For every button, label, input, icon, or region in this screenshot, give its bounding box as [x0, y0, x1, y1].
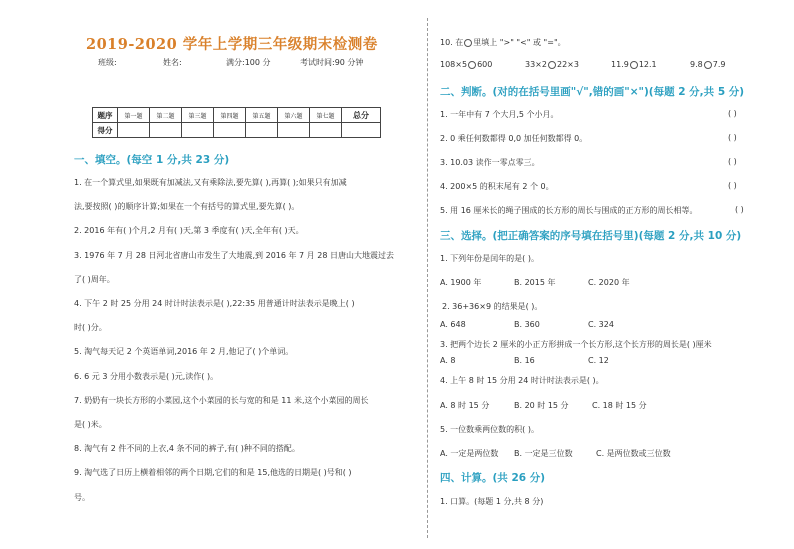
choice-5-option-a: A. 一定是两位数 [440, 449, 499, 458]
choice-3-option-b: B. 16 [514, 356, 535, 365]
choice-3: 3. 把两个边长 2 厘米的小正方形拼成一个长方形,这个长方形的周长是( )厘米 [440, 340, 712, 349]
score-cell[interactable] [278, 123, 310, 138]
page-title: 2019-2020 学年上学期三年级期末检测卷 [86, 36, 378, 53]
section-fill-in: 一、填空。(每空 1 分,共 23 分) [74, 154, 230, 166]
q10-prefix: 10. 在 [440, 38, 464, 47]
name-label: 姓名: [163, 58, 182, 67]
col-1: 第一题 [118, 108, 150, 123]
score-cell[interactable] [342, 123, 381, 138]
col-3: 第三题 [182, 108, 214, 123]
choice-5-option-c: C. 是两位数或三位数 [596, 449, 671, 458]
question-4a: 4. 下午 2 时 25 分用 24 时计时法表示是( ),22:35 用普通计时法表示是晚上( ) [74, 299, 355, 308]
choice-1: 1. 下列年份是闰年的是( )。 [440, 254, 539, 263]
question-1b: 法,要按照( )的顺序计算;如果在一个有括号的算式里,要先算( )。 [74, 202, 300, 211]
question-7b: 是( )米。 [74, 420, 107, 429]
choice-1-option-a: A. 1900 年 [440, 278, 482, 287]
circle-blank[interactable] [630, 61, 638, 69]
question-10 [440, 37, 566, 48]
compare-right: 7.9 [712, 60, 726, 69]
choice-2-option-c: C. 324 [588, 320, 614, 329]
score-cell[interactable] [310, 123, 342, 138]
choice-4-option-a: A. 8 时 15 分 [440, 401, 490, 410]
compare-item [611, 60, 657, 69]
q10-suffix: 里填上 ">" "<" 或 "="。 [473, 38, 566, 47]
circle-blank[interactable] [704, 61, 712, 69]
col-2: 第二题 [150, 108, 182, 123]
col-7: 第七题 [310, 108, 342, 123]
choice-2: 2. 36+36×9 的结果是( )。 [442, 302, 543, 311]
choice-4: 4. 上午 8 时 15 分用 24 时计时法表示是( )。 [440, 376, 604, 385]
exam-time: 考试时间:90 分钟 [300, 58, 364, 67]
column-divider [427, 18, 428, 538]
judge-3-blank[interactable]: ( ) [728, 157, 737, 166]
circle-blank[interactable] [548, 61, 556, 69]
calc-1: 1. 口算。(每题 1 分,共 8 分) [440, 497, 544, 506]
section-judge: 二、判断。(对的在括号里画"√",错的画"×")(每题 2 分,共 5 分) [440, 86, 745, 98]
question-4b: 时( )分。 [74, 323, 107, 332]
choice-2-option-b: B. 360 [514, 320, 540, 329]
choice-4-option-b: B. 20 时 15 分 [514, 401, 569, 410]
choice-1-option-b: B. 2015 年 [514, 278, 556, 287]
compare-right: 22×3 [556, 60, 579, 69]
question-2: 2. 2016 年有( )个月,2 月有( )天,第 3 季度有( )天,全年有( )天。 [74, 226, 304, 235]
col-6: 第六题 [278, 108, 310, 123]
compare-left: 9.8 [690, 60, 703, 69]
judge-1-blank[interactable]: ( ) [728, 109, 737, 118]
col-4: 第四题 [214, 108, 246, 123]
choice-3-option-a: A. 8 [440, 356, 456, 365]
choice-3-option-c: C. 12 [588, 356, 609, 365]
circle-blank[interactable] [468, 61, 476, 69]
choice-5-option-b: B. 一定是三位数 [514, 449, 573, 458]
judge-3: 3. 10.03 读作一零点零三。 [440, 158, 540, 167]
question-5: 5. 淘气每天记 2 个英语单词,2016 年 2 月,他记了( )个单词。 [74, 347, 294, 356]
row-label-order: 题序 [93, 108, 118, 123]
score-table [92, 107, 381, 138]
class-label: 班级: [98, 58, 117, 67]
score-cell[interactable] [246, 123, 278, 138]
question-7a: 7. 奶奶有一块长方形的小菜园,这个小菜园的长与宽的和是 11 米,这个小菜园的周长 [74, 396, 369, 405]
section-choice: 三、选择。(把正确答案的序号填在括号里)(每题 2 分,共 10 分) [440, 230, 742, 242]
choice-1-option-c: C. 2020 年 [588, 278, 630, 287]
judge-2: 2. 0 乘任何数都得 0,0 加任何数都得 0。 [440, 134, 588, 143]
choice-5: 5. 一位数乘两位数的积( )。 [440, 425, 539, 434]
compare-right: 600 [477, 60, 493, 69]
question-9b: 号。 [74, 493, 90, 502]
choice-4-option-c: C. 18 时 15 分 [592, 401, 647, 410]
compare-item [525, 60, 579, 69]
score-cell[interactable] [150, 123, 182, 138]
question-1a: 1. 在一个算式里,如果既有加减法,又有乘除法,要先算( ),再算( );如果只有加减 [74, 178, 347, 187]
question-9a: 9. 淘气选了日历上横着相邻的两个日期,它们的和是 15,他选的日期是( )号和( ) [74, 468, 352, 477]
question-3a: 3. 1976 年 7 月 28 日河北省唐山市发生了大地震,到 2016 年 7 月 28 日唐山大地震过去 [74, 251, 394, 260]
col-5: 第五题 [246, 108, 278, 123]
judge-5-blank[interactable]: ( ) [735, 205, 744, 214]
judge-1: 1. 一年中有 7 个大月,5 个小月。 [440, 110, 559, 119]
compare-item [690, 60, 725, 69]
full-score: 满分:100 分 [226, 58, 271, 67]
judge-2-blank[interactable]: ( ) [728, 133, 737, 142]
question-3b: 了( )周年。 [74, 275, 115, 284]
choice-2-option-a: A. 648 [440, 320, 466, 329]
score-cell[interactable] [214, 123, 246, 138]
col-total: 总分 [342, 108, 381, 123]
score-cell[interactable] [118, 123, 150, 138]
question-6: 6. 6 元 3 分用小数表示是( )元,读作( )。 [74, 372, 219, 381]
question-8: 8. 淘气有 2 件不同的上衣,4 条不同的裤子,有( )种不同的搭配。 [74, 444, 300, 453]
judge-4-blank[interactable]: ( ) [728, 181, 737, 190]
row-label-score: 得分 [93, 123, 118, 138]
score-cell[interactable] [182, 123, 214, 138]
compare-left: 33×2 [525, 60, 547, 69]
judge-4: 4. 200×5 的积末尾有 2 个 0。 [440, 182, 554, 191]
compare-left: 11.9 [611, 60, 629, 69]
judge-5: 5. 用 16 厘米长的绳子围成的长方形的周长与围成的正方形的周长相等。 [440, 206, 698, 215]
compare-left: 108×5 [440, 60, 468, 69]
compare-right: 12.1 [638, 60, 657, 69]
section-calc: 四、计算。(共 26 分) [440, 472, 546, 484]
circle-icon [464, 39, 472, 47]
compare-item [440, 60, 492, 69]
